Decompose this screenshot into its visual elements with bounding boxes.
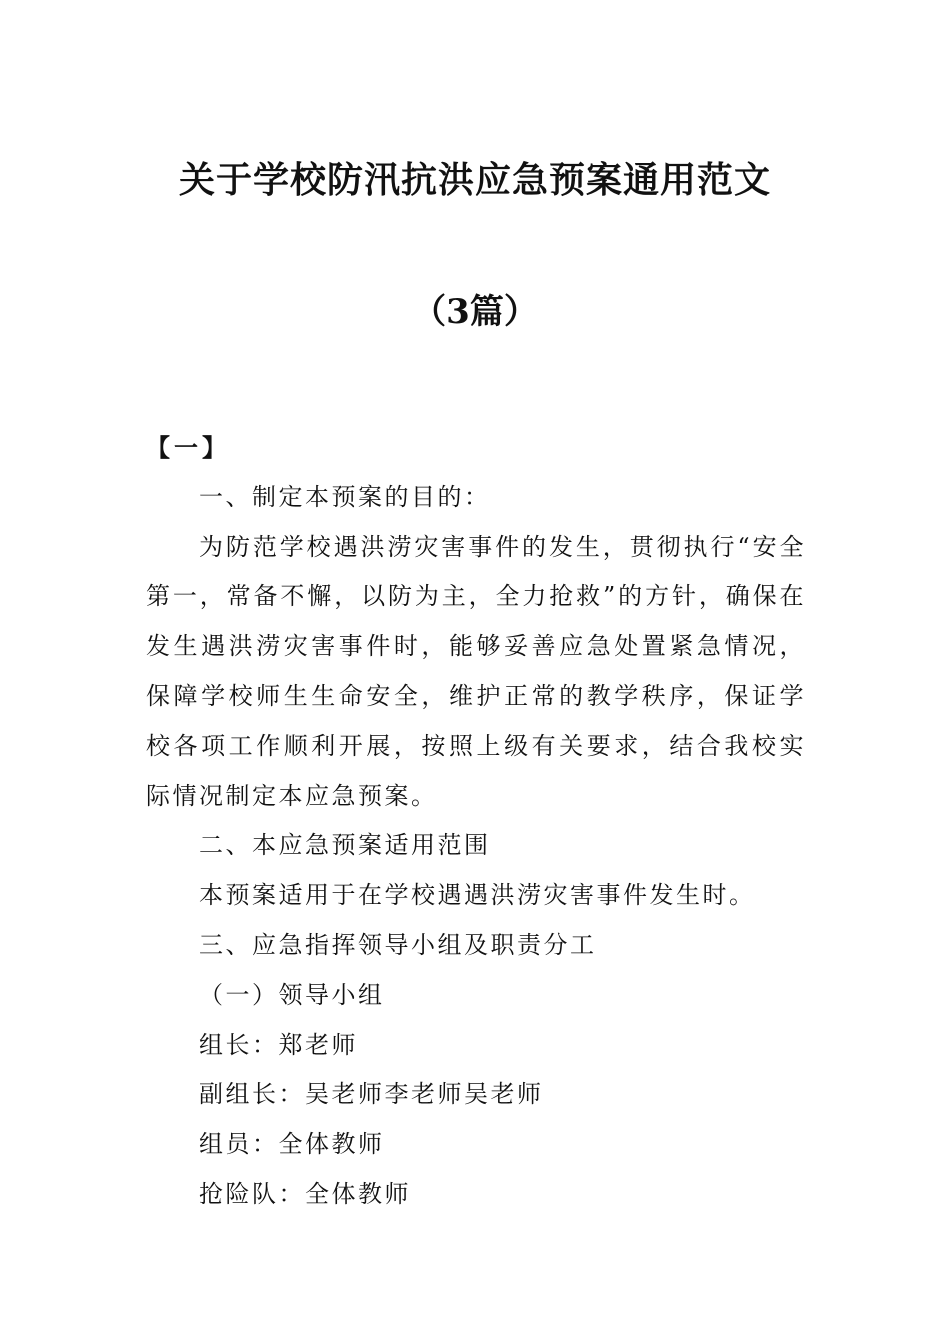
list-item-members: 组员：全体教师 <box>199 1130 385 1159</box>
document-body <box>146 423 806 1220</box>
document-subtitle: （3篇） <box>412 292 538 332</box>
paragraph-scope: 本预案适用于在学校遇遇洪涝灾害事件发生时。 <box>199 881 756 910</box>
subheading-leadership-group: （一）领导小组 <box>199 980 385 1009</box>
list-item-deputy-leaders: 副组长：吴老师李老师吴老师 <box>199 1080 544 1109</box>
heading-command-group: 三、应急指挥领导小组及职责分工 <box>199 930 597 959</box>
document-title: 关于学校防汛抗洪应急预案通用范文 <box>178 159 771 201</box>
section-mark: 【一】 <box>146 433 230 462</box>
list-item-rescue-team: 抢险队：全体教师 <box>199 1179 411 1208</box>
paragraph-purpose: 为防范学校遇洪涝灾害事件的发生，贯彻执行“安全第一，常备不懈，以防为主，全力抢救”的方针，确保在发生遇洪涝灾害事件时，能够妥善应急处置紧急情况，保障学校师生生命安全，维护正常的教学秩序，保证学校各项工作顺利开展，按照上级有关要求，结合我校实际情况制定本应急预案。 <box>146 532 806 810</box>
heading-purpose: 一、制定本预案的目的： <box>199 482 491 511</box>
heading-scope: 二、本应急预案适用范围 <box>199 831 491 860</box>
list-item-leader: 组长：郑老师 <box>199 1030 358 1059</box>
